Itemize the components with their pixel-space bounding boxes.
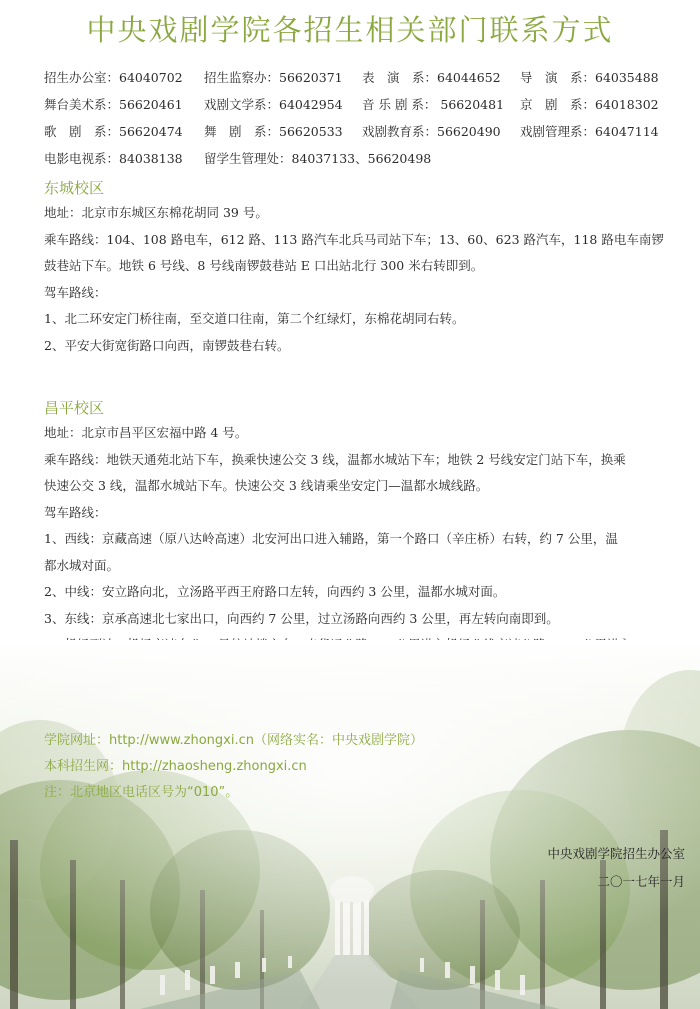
admission-website-link[interactable]: 本科招生网：http://zhaosheng.zhongxi.cn — [44, 759, 307, 774]
contact-row — [44, 64, 694, 91]
contact-admissions-office: 招生办公室：64040702 — [44, 70, 183, 85]
east-address: 地址：北京市东城区东棉花胡同 39 号。 — [44, 205, 268, 220]
contact-opera-dept: 歌 剧 系：56620474 — [44, 124, 183, 139]
campus-photo — [0, 640, 700, 1009]
contact-dramatic-literature-dept: 戏剧文学系：64042954 — [204, 97, 343, 112]
contact-drama-management-dept: 戏剧管理系：64047114 — [520, 124, 659, 139]
contact-supervision-office: 招生监察办：56620371 — [204, 70, 343, 85]
contact-row — [44, 91, 694, 118]
east-campus-section — [44, 176, 692, 359]
changping-bus-route-cont: 快速公交 3 线，温都水城站下车。快速公交 3 线请乘坐安定门—温都水城线路。 — [44, 478, 489, 493]
signature-block — [547, 840, 685, 896]
contact-table — [44, 64, 694, 172]
campus-photo-illustration — [0, 640, 700, 1009]
contact-musical-dept: 音 乐 剧 系： 56620481 — [362, 97, 505, 112]
east-drive-label: 驾车路线： — [44, 284, 107, 300]
east-campus-title: 东城校区 — [44, 179, 105, 197]
changping-address: 地址：北京市昌平区宏福中路 4 号。 — [44, 425, 248, 440]
contact-acting-dept: 表 演 系：64044652 — [362, 70, 501, 85]
contact-dance-drama-dept: 舞 剧 系：56620533 — [204, 124, 343, 139]
signature-date: 二〇一七年一月 — [597, 874, 685, 889]
east-drive-route-2: 2、平安大街宽街路口向西，南锣鼓巷右转。 — [44, 337, 290, 353]
contact-row — [44, 118, 694, 145]
east-bus-route: 乘车路线：104、108 路电车，612 路、113 路汽车北兵马司站下车；13、60、623 路汽车，118 路电车南锣 — [44, 231, 664, 247]
signature-office: 中央戏剧学院招生办公室 — [547, 846, 685, 861]
page-title: 中央戏剧学院各招生相关部门联系方式 — [86, 13, 614, 47]
changping-drive-west-cont: 都水城对面。 — [44, 557, 120, 573]
east-bus-route-cont: 鼓巷站下车。地铁 6 号线、8 号线南锣鼓巷站 E 口出站北行 300 米右转即到。 — [44, 258, 484, 273]
changping-drive-middle: 2、中线：安立路向北，立汤路平西王府路口左转，向西约 3 公里，温都水城对面。 — [44, 584, 506, 599]
east-drive-route-1: 1、北二环安定门桥往南，至交道口往南，第二个红绿灯，东棉花胡同右转。 — [44, 311, 465, 326]
changping-drive-label: 驾车路线： — [44, 504, 107, 520]
contact-drama-education-dept: 戏剧教育系：56620490 — [362, 124, 501, 139]
links-block — [44, 728, 423, 806]
contact-film-tv-dept: 电影电视系：84038138 — [44, 151, 183, 166]
contact-stage-art-dept: 舞台美术系：56620461 — [44, 97, 183, 112]
area-code-note: 注：北京地区电话区号为“010”。 — [44, 785, 239, 800]
changping-drive-east: 3、东线：京承高速北七家出口，向西约 7 公里，过立汤路向西约 3 公里，再左转向南即到。 — [44, 610, 559, 626]
changping-campus-title: 昌平校区 — [44, 399, 105, 417]
changping-bus-route: 乘车路线：地铁天通苑北站下车，换乘快速公交 3 线，温都水城站下车；地铁 2 号线安定门站下车，换乘 — [44, 451, 626, 467]
contact-row — [44, 145, 694, 172]
contact-international-students-office: 留学生管理处：84037133、56620498 — [204, 151, 432, 166]
contact-directing-dept: 导 演 系：64035488 — [520, 70, 659, 85]
website-link[interactable]: 学院网址：http://www.zhongxi.cn（网络实名：中央戏剧学院） — [44, 733, 423, 748]
changping-drive-west: 1、西线：京藏高速（原八达岭高速）北安河出口进入辅路，第一个路口（辛庄桥）右转，约 7 公里，温 — [44, 531, 618, 546]
contact-peking-opera-dept: 京 剧 系：64018302 — [520, 97, 659, 112]
